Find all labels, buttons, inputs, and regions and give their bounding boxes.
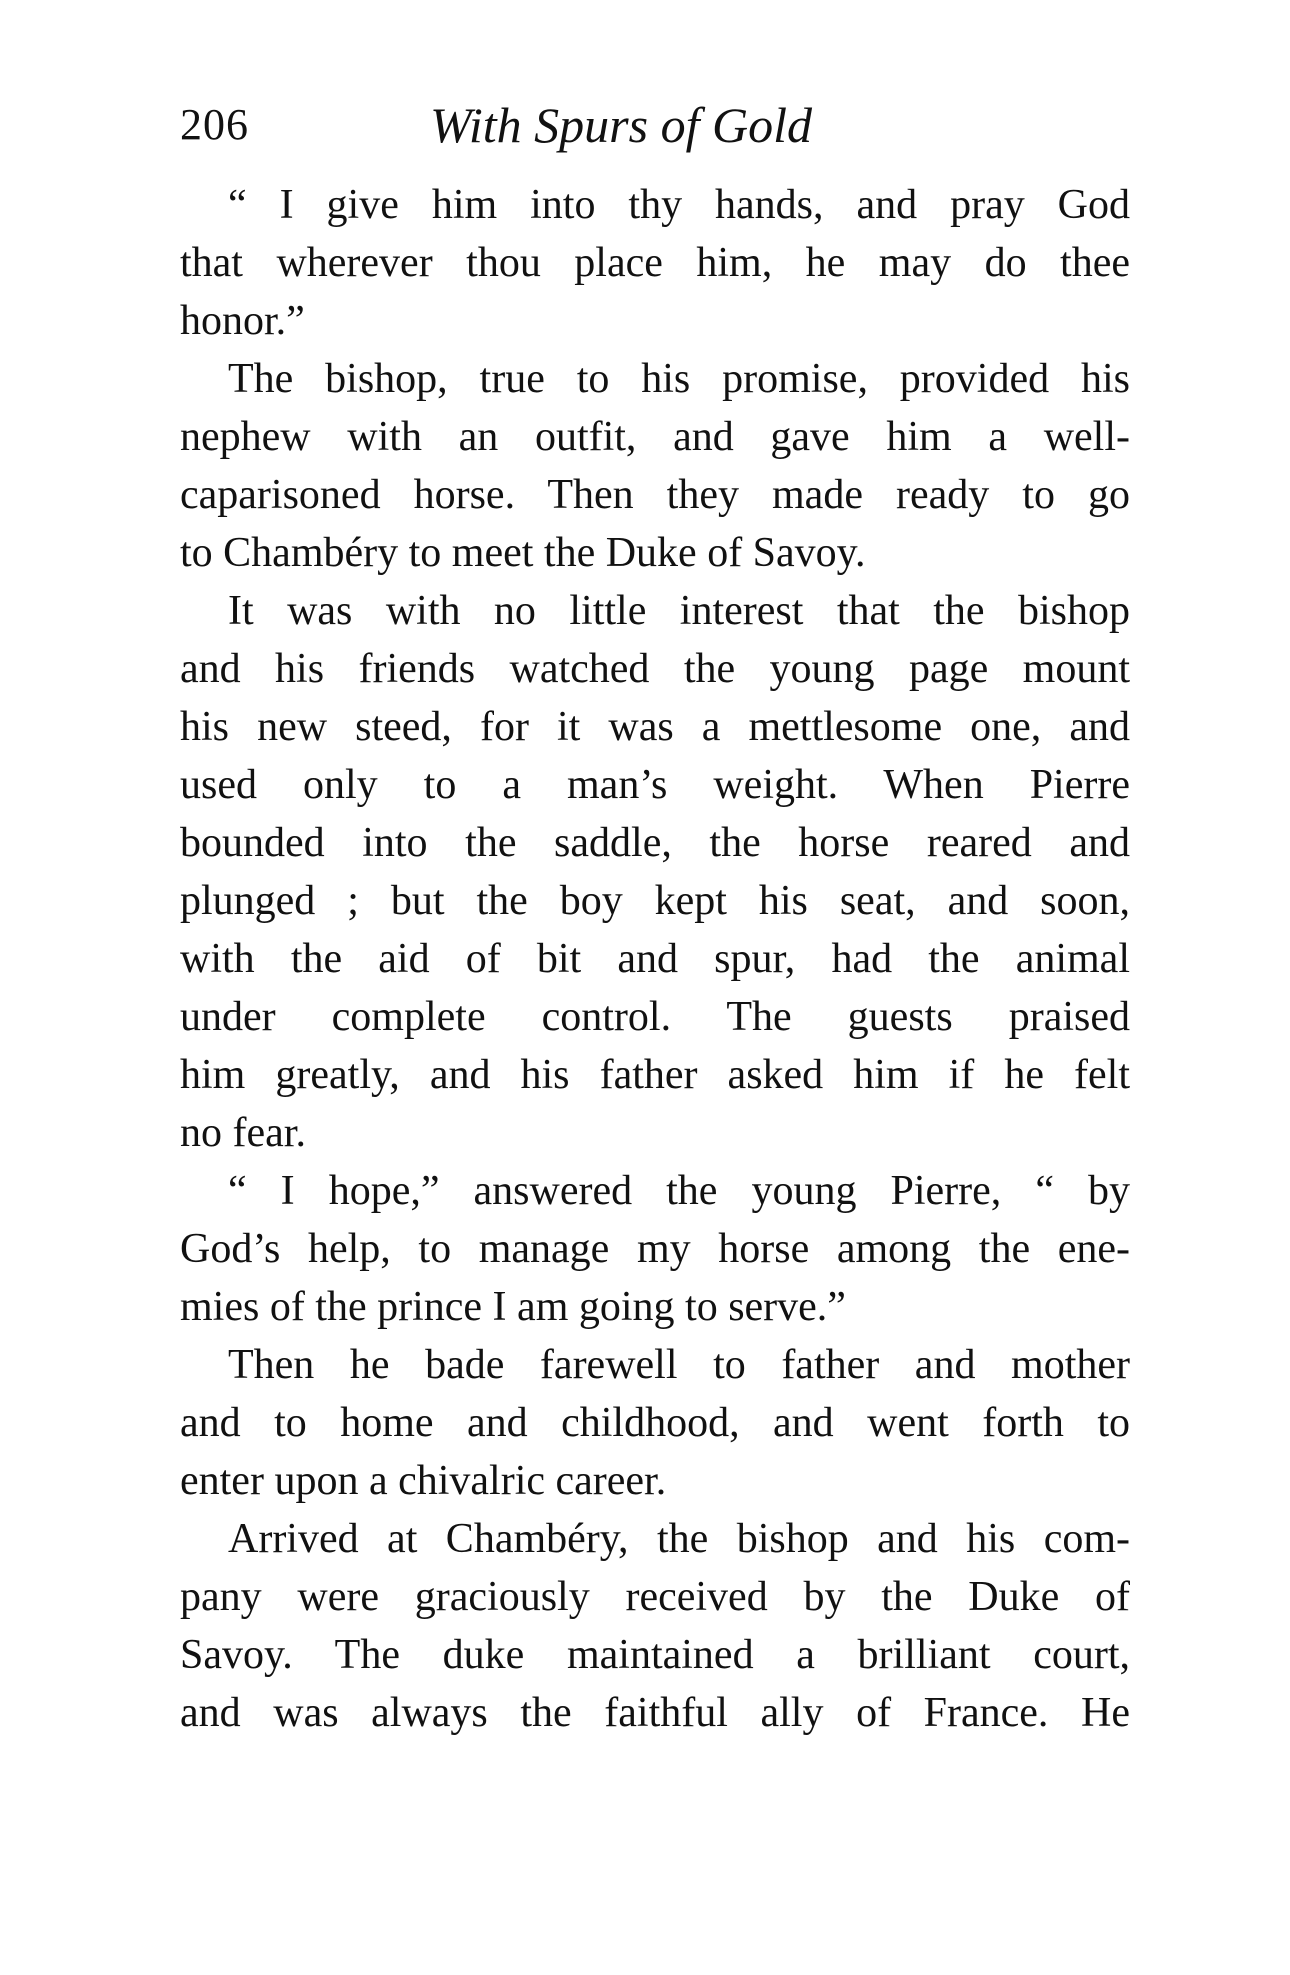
text-line: and was always the faithful ally of France. He [180, 1690, 1130, 1736]
text-line: with the aid of bit and spur, had the animal [180, 936, 1130, 982]
text-line: nephew with an outfit, and gave him a well- [180, 414, 1130, 460]
text-line: It was with no little interest that the bishop [228, 588, 1130, 634]
text-line: mies of the prince I am going to serve.” [180, 1284, 846, 1330]
text-line: bounded into the saddle, the horse reared and [180, 820, 1130, 866]
text-line: The bishop, true to his promise, provided his [228, 356, 1130, 402]
running-title: With Spurs of Gold [430, 97, 812, 153]
text-line: under complete control. The guests praised [180, 994, 1130, 1040]
text-line: Arrived at Chambéry, the bishop and his com- [228, 1516, 1130, 1562]
text-line: and to home and childhood, and went forth to [180, 1400, 1130, 1446]
page-number: 206 [180, 100, 249, 149]
text-line: Savoy. The duke maintained a brilliant court, [180, 1632, 1130, 1678]
text-line: enter upon a chivalric career. [180, 1458, 667, 1504]
text-line: “ I hope,” answered the young Pierre, “ by [228, 1168, 1130, 1214]
text-line: God’s help, to manage my horse among the ene- [180, 1226, 1130, 1272]
text-line: Then he bade farewell to father and mother [228, 1342, 1130, 1388]
text-line: that wherever thou place him, he may do thee [180, 240, 1130, 286]
text-line: him greatly, and his father asked him if he felt [180, 1052, 1130, 1098]
text-line: used only to a man’s weight. When Pierre [180, 762, 1130, 808]
text-line: caparisoned horse. Then they made ready to go [180, 472, 1130, 518]
text-line: his new steed, for it was a mettlesome one, and [180, 704, 1130, 750]
text-line: plunged ; but the boy kept his seat, and soon, [180, 878, 1130, 924]
text-line: honor.” [180, 298, 305, 344]
text-line: no fear. [180, 1110, 306, 1156]
page-header [180, 95, 1130, 165]
text-line: and his friends watched the young page mount [180, 646, 1130, 692]
text-line: “ I give him into thy hands, and pray God [228, 182, 1130, 228]
body-text [180, 176, 1130, 1742]
text-line: to Chambéry to meet the Duke of Savoy. [180, 530, 866, 576]
text-line: pany were graciously received by the Duke of [180, 1574, 1130, 1620]
